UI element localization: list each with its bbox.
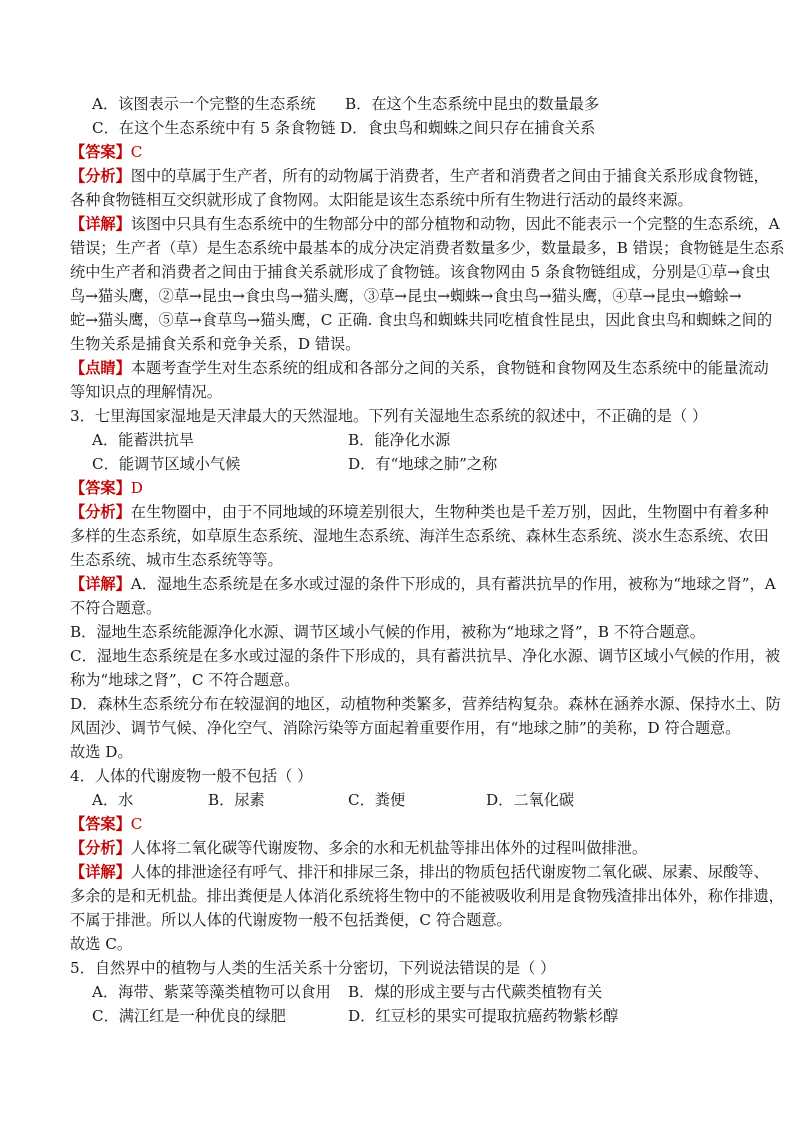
detail-text: 人体的排泄途径有呼气、排汗和排尿三条，排出的物质包括代谢废物二氧化碳、尿素、尿酸等、	[130, 863, 769, 881]
analysis-text: 人体将二氧化碳等代谢废物、多余的水和无机盐等排出体外的过程叫做排泄。	[130, 839, 648, 857]
q5-option-a: A．海带、紫菜等藻类植物可以食用	[92, 983, 331, 1001]
q4-option-d: D．二氧化碳	[486, 791, 575, 809]
q2-detail-line: 统中生产者和消费者之间由于捕食关系就形成了食物链。该食物网由 5 条食物链组成，分别是①草→食虫	[70, 263, 771, 281]
answer-tag: 【答案】	[70, 143, 131, 161]
q5-option-c: C．满江红是一种优良的绿肥	[92, 1007, 286, 1025]
point-text: 本题考查学生对生态系统的组成和各部分之间的关系，食物链和食物网及生态系统中的能量流动	[130, 359, 769, 377]
detail-text: 该图中只具有生态系统中的生物部分中的部分植物和动物，因此不能表示一个完整的生态系统，A	[130, 215, 780, 233]
answer-value: D	[130, 479, 143, 497]
q4-detail-line: 多余的是和无机盐。排出粪便是人体消化系统将生物中的不能被吸收利用是食物残渣排出体外，称作排遗，	[70, 887, 784, 905]
q3-analysis-line: 多样的生态系统，如草原生态系统、湿地生态系统、海洋生态系统、森林生态系统、淡水生态系统、农田	[70, 527, 769, 545]
detail-tag: 【详解】	[70, 863, 131, 881]
q5-stem: 5．自然界中的植物与人类的生活关系十分密切，下列说法错误的是（ ）	[70, 959, 556, 977]
q3-analysis-line	[70, 501, 769, 524]
analysis-tag: 【分析】	[70, 839, 131, 857]
answer-tag: 【答案】	[70, 479, 131, 497]
q5-option-d: D．红豆杉的果实可提取抗癌药物紫杉醇	[348, 1007, 619, 1025]
q4-detail-line: 不属于排泄。所以人体的代谢废物一般不包括粪便，C 符合题意。	[70, 911, 512, 929]
answer-tag: 【答案】	[70, 815, 131, 833]
q3-analysis-line: 生态系统、城市生态系统等等。	[70, 551, 283, 569]
q3-detail-line: 故选 D。	[70, 743, 133, 761]
q4-detail-line	[70, 861, 769, 884]
q2-detail-line: 鸟→猫头鹰，②草→昆虫→食虫鸟→猫头鹰，③草→昆虫→蜘蛛→食虫鸟→猫头鹰，④草→昆虫→蟾蜍→	[70, 287, 742, 305]
q3-option-d: D．有“地球之肺”之称	[348, 455, 498, 473]
point-tag: 【点睛】	[70, 359, 131, 377]
q4-option-b: B．尿素	[208, 791, 265, 809]
detail-tag: 【详解】	[70, 575, 131, 593]
q3-detail-line: C．湿地生态系统是在多水或过湿的条件下形成的，具有蓄洪抗旱、净化水源、调节区域小气候的作用，被	[70, 647, 781, 665]
q2-point-line: 等知识点的理解情况。	[70, 383, 222, 401]
q4-stem: 4．人体的代谢废物一般不包括（ ）	[70, 767, 313, 785]
q2-analysis-line	[70, 165, 769, 188]
q2-option-d: D．食虫鸟和蜘蛛之间只存在捕食关系	[340, 119, 596, 137]
q4-option-a: A．水	[92, 791, 134, 809]
q2-option-b: B．在这个生态系统中昆虫的数量最多	[345, 95, 600, 113]
q3-detail-line: 风固沙、调节气候、净化空气、消除污染等方面起着重要作用，有“地球之肺”的美称，D 符合题意。	[70, 719, 741, 737]
q2-answer	[70, 141, 142, 164]
q3-detail-line	[70, 573, 776, 596]
q2-option-c: C．在这个生态系统中有 5 条食物链	[92, 119, 336, 137]
q2-point-line	[70, 357, 769, 380]
analysis-tag: 【分析】	[70, 167, 131, 185]
q4-analysis-line	[70, 837, 647, 860]
q3-stem: 3．七里海国家湿地是天津最大的天然湿地。下列有关湿地生态系统的叙述中，不正确的是（ ）	[70, 407, 708, 425]
q3-option-a: A．能蓄洪抗旱	[92, 431, 195, 449]
analysis-text: 图中的草属于生产者，所有的动物属于消费者，生产者和消费者之间由于捕食关系形成食物链，	[130, 167, 769, 185]
q2-detail-line: 生物关系是捕食关系和竞争关系，D 错误。	[70, 335, 361, 353]
q3-option-b: B．能净化水源	[348, 431, 451, 449]
q3-detail-line: 称为“地球之肾”，C 不符合题意。	[70, 671, 300, 689]
q2-detail-line	[70, 213, 780, 236]
answer-value: C	[130, 815, 143, 833]
q2-option-a: A．该图表示一个完整的生态系统	[92, 95, 316, 113]
q2-analysis-line: 各种食物链相互交织就形成了食物网。太阳能是该生态系统中所有生物进行活动的最终来源。	[70, 191, 693, 209]
detail-text: A．湿地生态系统是在多水或过湿的条件下形成的，具有蓄洪抗旱的作用，被称为“地球之肾”，A	[130, 575, 776, 593]
q4-answer	[70, 813, 142, 836]
q3-option-c: C．能调节区域小气候	[92, 455, 241, 473]
q4-option-c: C．粪便	[348, 791, 406, 809]
q3-detail-line: D．森林生态系统分布在较湿润的地区，动植物种类繁多，营养结构复杂。森林在涵养水源、保持水土、防	[70, 695, 781, 713]
analysis-tag: 【分析】	[70, 503, 131, 521]
q2-detail-line: 错误；生产者（草）是生态系统中最基本的成分决定消费者数量多少，数量最多，B 错误；食物链是生态系	[70, 239, 785, 257]
answer-value: C	[130, 143, 143, 161]
q3-answer	[70, 477, 143, 500]
analysis-text: 在生物圈中，由于不同地域的环境差别很大，生物种类也是千差万别，因此，生物圈中有着多种	[130, 503, 769, 521]
q3-detail-line: 不符合题意。	[70, 599, 162, 617]
detail-tag: 【详解】	[70, 215, 131, 233]
q3-detail-line: B．湿地生态系统能源净化水源、调节区域小气候的作用，被称为“地球之肾”，B 不符合题意。	[70, 623, 705, 641]
q4-detail-line: 故选 C。	[70, 935, 133, 953]
q2-detail-line: 蛇→猫头鹰，⑤草→食草鸟→猫头鹰，C 正确. 食虫鸟和蜘蛛共同吃植食性昆虫，因此食虫鸟和蜘蛛之间的	[70, 311, 773, 329]
q5-option-b: B．煤的形成主要与古代蕨类植物有关	[348, 983, 603, 1001]
